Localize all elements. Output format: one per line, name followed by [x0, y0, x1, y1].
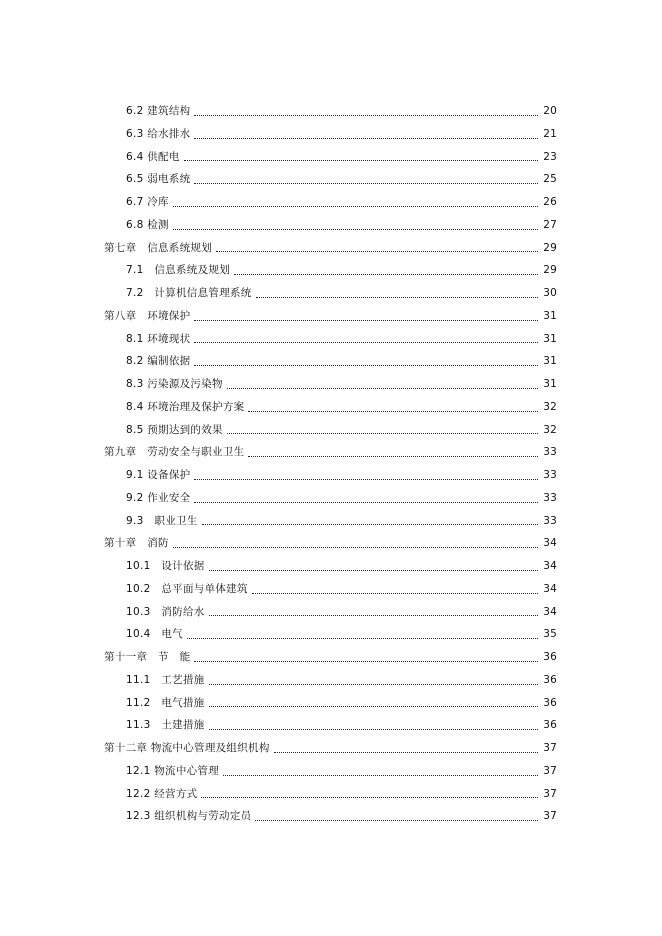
- toc-page-number: 36: [543, 673, 557, 686]
- dot-leader: [209, 684, 538, 685]
- dot-leader: [227, 388, 538, 389]
- toc-page-number: 35: [543, 628, 557, 641]
- dot-leader: [227, 433, 538, 434]
- toc-entry-6-7[interactable]: [0, 191, 662, 214]
- dot-leader: [248, 456, 538, 457]
- toc-page-number: 31: [543, 309, 557, 322]
- toc-page-number: 34: [543, 537, 557, 550]
- dot-leader: [209, 729, 538, 730]
- toc-chapter-title: 第七章 信息系统规划: [104, 243, 216, 254]
- toc-entry-7-2[interactable]: [0, 282, 662, 305]
- toc-page-number: 33: [543, 469, 557, 482]
- toc-entry-12-2[interactable]: [0, 783, 662, 806]
- toc-entry-title: 12.3 组织机构与劳动定员: [126, 811, 255, 822]
- toc-entry-title: 9.2 作业安全: [126, 493, 194, 504]
- toc-entry-8-3[interactable]: [0, 373, 662, 396]
- toc-chapter-10[interactable]: [0, 532, 662, 555]
- toc-entry-8-4[interactable]: [0, 396, 662, 419]
- toc-entry-title: 8.3 污染源及污染物: [126, 379, 227, 390]
- dot-leader: [194, 502, 538, 503]
- toc-entry-title: 6.8 检测: [126, 220, 173, 231]
- toc-entry-title: 9.3 职业卫生: [126, 516, 202, 527]
- toc-chapter-8[interactable]: [0, 305, 662, 328]
- dot-leader: [173, 547, 538, 548]
- toc-chapter-title: 第十二章 物流中心管理及组织机构: [104, 743, 274, 754]
- toc-page-number: 37: [543, 742, 557, 755]
- toc-entry-title: 8.2 编制依据: [126, 356, 194, 367]
- toc-entry-6-8[interactable]: [0, 214, 662, 237]
- toc-page-number: 31: [543, 332, 557, 345]
- dot-leader: [256, 297, 538, 298]
- toc-entry-6-3[interactable]: [0, 123, 662, 146]
- toc-page-number: 23: [543, 150, 557, 163]
- toc-page-number: 37: [543, 764, 557, 777]
- toc-entry-title: 9.1 设备保护: [126, 470, 194, 481]
- dot-leader: [274, 752, 538, 753]
- toc-chapter-title: 第十章 消防: [104, 538, 173, 549]
- toc-entry-6-2[interactable]: [0, 100, 662, 123]
- toc-entry-title: 12.2 经营方式: [126, 789, 201, 800]
- dot-leader: [209, 706, 538, 707]
- toc-entry-title: 11.2 电气措施: [126, 698, 209, 709]
- toc-entry-title: 12.1 物流中心管理: [126, 766, 223, 777]
- dot-leader: [194, 183, 538, 184]
- toc-page-number: 34: [543, 605, 557, 618]
- toc-page-number: 36: [543, 719, 557, 732]
- toc-entry-title: 11.1 工艺措施: [126, 675, 209, 686]
- toc-chapter-title: 第九章 劳动安全与职业卫生: [104, 447, 248, 458]
- toc-entry-title: 8.4 环境治理及保护方案: [126, 402, 248, 413]
- dot-leader: [202, 524, 538, 525]
- dot-leader: [194, 365, 538, 366]
- toc-entry-12-3[interactable]: [0, 805, 662, 828]
- toc-entry-title: 6.5 弱电系统: [126, 174, 194, 185]
- toc-entry-9-2[interactable]: [0, 487, 662, 510]
- toc-entry-title: 10.2 总平面与单体建筑: [126, 584, 252, 595]
- dot-leader: [187, 638, 538, 639]
- toc-page-number: 21: [543, 127, 557, 140]
- toc-entry-title: 10.4 电气: [126, 629, 187, 640]
- toc-page-number: 33: [543, 514, 557, 527]
- toc-entry-title: 7.1 信息系统及规划: [126, 265, 234, 276]
- toc-entry-10-2[interactable]: [0, 578, 662, 601]
- dot-leader: [234, 274, 538, 275]
- toc-page-number: 31: [543, 355, 557, 368]
- toc-entry-11-2[interactable]: [0, 692, 662, 715]
- toc-page-number: 34: [543, 582, 557, 595]
- dot-leader: [255, 820, 538, 821]
- dot-leader: [209, 615, 538, 616]
- dot-leader: [173, 206, 538, 207]
- toc-entry-8-5[interactable]: [0, 419, 662, 442]
- toc-entry-title: 11.3 土建措施: [126, 720, 209, 731]
- toc-entry-10-3[interactable]: [0, 601, 662, 624]
- dot-leader: [194, 479, 538, 480]
- toc-page-number: 32: [543, 423, 557, 436]
- toc-chapter-title: 第八章 环境保护: [104, 311, 194, 322]
- dot-leader: [194, 342, 538, 343]
- toc-chapter-9[interactable]: [0, 441, 662, 464]
- toc-page-number: 29: [543, 241, 557, 254]
- toc-page-number: 20: [543, 105, 557, 118]
- toc-page-number: 37: [543, 787, 557, 800]
- toc-chapter-7[interactable]: [0, 237, 662, 260]
- toc-entry-6-5[interactable]: [0, 168, 662, 191]
- toc-entry-9-1[interactable]: [0, 464, 662, 487]
- dot-leader: [194, 138, 538, 139]
- toc-entry-title: 6.4 供配电: [126, 152, 184, 163]
- toc-entry-12-1[interactable]: [0, 760, 662, 783]
- toc-page-number: 36: [543, 651, 557, 664]
- toc-chapter-title: 第十一章 节 能: [104, 652, 194, 663]
- dot-leader: [201, 797, 538, 798]
- dot-leader: [252, 593, 538, 594]
- toc-page-number: 33: [543, 491, 557, 504]
- toc-page-number: 29: [543, 264, 557, 277]
- table-of-contents: [0, 100, 662, 828]
- toc-page-number: 36: [543, 696, 557, 709]
- toc-entry-7-1[interactable]: [0, 259, 662, 282]
- toc-entry-title: 7.2 计算机信息管理系统: [126, 288, 256, 299]
- dot-leader: [194, 115, 538, 116]
- dot-leader: [194, 320, 538, 321]
- toc-entry-10-1[interactable]: [0, 555, 662, 578]
- toc-page-number: 34: [543, 560, 557, 573]
- toc-page-number: 25: [543, 173, 557, 186]
- toc-entry-title: 6.3 给水排水: [126, 129, 194, 140]
- toc-page-number: 37: [543, 810, 557, 823]
- toc-entry-title: 8.5 预期达到的效果: [126, 425, 227, 436]
- toc-entry-title: 6.2 建筑结构: [126, 106, 194, 117]
- toc-entry-11-3[interactable]: [0, 714, 662, 737]
- toc-entry-8-2[interactable]: [0, 350, 662, 373]
- toc-entry-title: 6.7 冷库: [126, 197, 173, 208]
- toc-page-number: 32: [543, 400, 557, 413]
- toc-entry-8-1[interactable]: [0, 328, 662, 351]
- dot-leader: [173, 229, 538, 230]
- toc-entry-title: 8.1 环境现状: [126, 334, 194, 345]
- toc-entry-10-4[interactable]: [0, 623, 662, 646]
- toc-entry-9-3[interactable]: [0, 510, 662, 533]
- toc-page-number: 27: [543, 218, 557, 231]
- toc-page-number: 30: [543, 287, 557, 300]
- toc-entry-11-1[interactable]: [0, 669, 662, 692]
- toc-entry-title: 10.3 消防给水: [126, 607, 209, 618]
- toc-page-number: 33: [543, 446, 557, 459]
- toc-entry-title: 10.1 设计依据: [126, 561, 209, 572]
- dot-leader: [194, 661, 538, 662]
- dot-leader: [248, 411, 538, 412]
- dot-leader: [209, 570, 538, 571]
- toc-page-number: 26: [543, 196, 557, 209]
- dot-leader: [223, 775, 538, 776]
- toc-entry-6-4[interactable]: [0, 146, 662, 169]
- toc-page-number: 31: [543, 378, 557, 391]
- toc-chapter-12[interactable]: [0, 737, 662, 760]
- dot-leader: [216, 251, 538, 252]
- toc-chapter-11[interactable]: [0, 646, 662, 669]
- dot-leader: [184, 160, 538, 161]
